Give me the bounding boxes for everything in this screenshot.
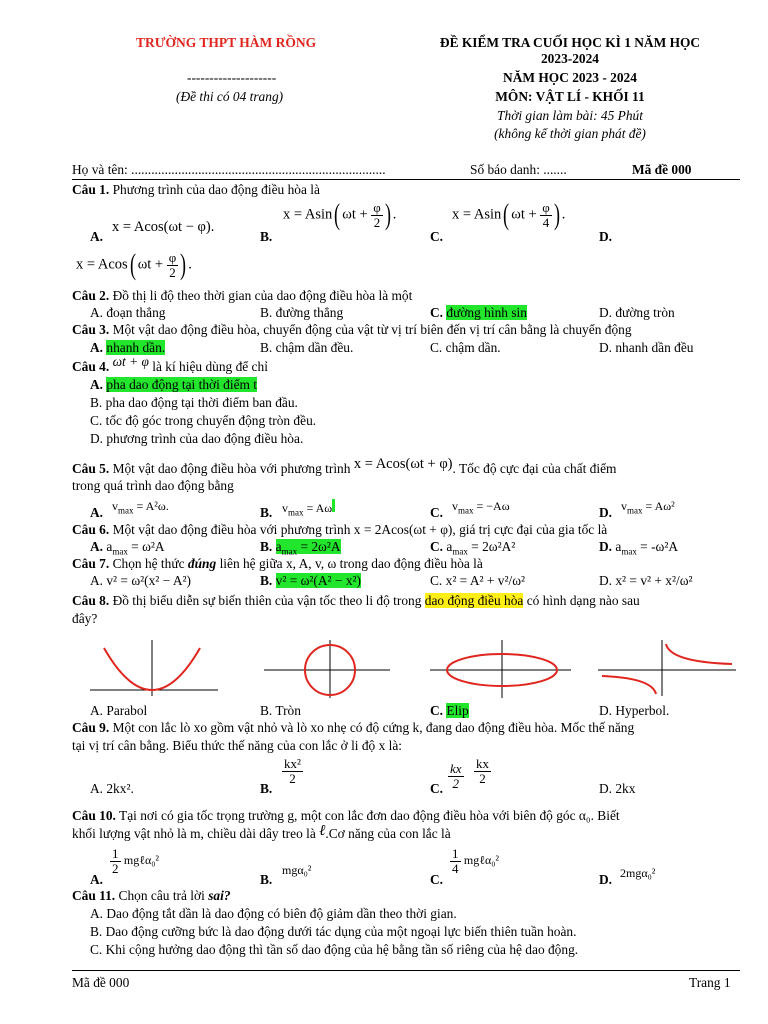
q5-option-c-expr: $v_{max} = -A\omega$ [452, 499, 510, 516]
question-4: Câu 4. ωt + φ là kí hiệu dùng để chỉ [72, 354, 268, 374]
q1-option-d-expr: x = Acos( ωt + $\frac{\varphi}{2}$ ) . [76, 248, 192, 281]
q3-option-d: D. nhanh dần đều [599, 340, 694, 355]
question-5-line2: trong quá trình dao động bằng [72, 478, 234, 493]
school-name: TRƯỜNG THPT HÀM RỒNG [136, 35, 317, 50]
q1-option-c-letter: C. [430, 229, 444, 244]
school-year: NĂM HỌC 2023 - 2024 [503, 70, 637, 85]
q10-option-b-letter: B. [260, 872, 273, 887]
question-6: Câu 6. Một vật dao động điều hòa với phương trình x = 2Acos(ωt + φ), giá trị cực đại của gia tốc là [72, 522, 608, 537]
q5-option-c-letter: C. [430, 505, 444, 520]
q4-option-d: D. phương trình của dao động điều hòa. [90, 431, 304, 446]
parabola-graph [88, 638, 220, 698]
q10-option-d-letter: D. [599, 872, 613, 887]
q2-option-a: A. đoạn thẳng [90, 305, 166, 320]
circle-graph [262, 638, 392, 698]
q5-option-d-expr: $v_{max} = A\omega^2$ [621, 499, 675, 516]
question-7: Câu 7. Chọn hệ thức đúng liên hệ giữa x, A, v, ω trong dao động điều hòa là [72, 556, 483, 571]
question-10: Câu 10. Tại nơi có gia tốc trọng trường g, một con lắc đơn dao động điều hòa với biên độ góc α₀. Biết [72, 808, 620, 823]
exam-code: Mã đề 000 [632, 162, 692, 177]
exam-title-line2: 2023-2024 [540, 51, 600, 66]
header-divider [72, 179, 740, 180]
q10-option-c-expr: $\frac{1}{4}$ mgℓα₀² [452, 846, 500, 876]
q2-option-c: C. đường hình sin [430, 305, 527, 320]
q1-option-d-letter: D. [599, 229, 613, 244]
question-8-line2: đây? [72, 611, 98, 626]
question-8: Câu 8. Đồ thị biểu diễn sự biến thiên của vận tốc theo li độ trong dao động điều hòa có hình dạng nào sau [72, 593, 640, 608]
question-9: Câu 9. Một con lắc lò xo gồm vật nhỏ và lò xo nhẹ có độ cứng k, đang dao động điều hòa. Mốc thế năng [72, 720, 635, 735]
question-10-line2: khối lượng vật nhỏ là m, chiều dài dây treo là ℓ.Cơ năng của con lắc là [72, 823, 451, 841]
q4-option-c: C. tốc độ góc trong chuyển động tròn đều. [90, 413, 317, 428]
q8-option-c: C. Elip [430, 703, 469, 718]
q5-option-a-expr: $v_{max} = A^2\omega$. [112, 499, 169, 516]
q10-option-a-expr: $\frac{1}{2}$ mgℓα₀² [112, 846, 160, 876]
question-11: Câu 11. Chọn câu trả lời sai? [72, 888, 231, 903]
q7-option-b: B. v² = ω²(A² − x²) [260, 573, 361, 588]
q6-option-b: B. $a_{max} = 2\omega^2A$ [260, 539, 341, 557]
q9-option-c-expr-italic: $\frac{kx}{2}$ [450, 761, 462, 791]
q9-option-a: A. 2kx². [90, 781, 134, 796]
q9-option-c-letter: C. [430, 781, 444, 796]
q1-option-b-letter: B. [260, 229, 273, 244]
q3-option-c: C. chậm dần. [430, 340, 501, 355]
q6-option-d: D. $a_{max} = -\omega^2A$ [599, 539, 679, 557]
q1-option-b-expr: x = Asin( ωt + $\frac{\varphi}{2}$ ) . [283, 198, 397, 231]
q1-option-a-expr: x = Acos(ωt − φ). [112, 219, 215, 235]
pages-note: (Đề thi có 04 trang) [176, 89, 284, 104]
subject: MÔN: VẬT LÍ - KHỐI 11 [495, 89, 645, 104]
q9-option-c-expr: $\frac{kx}{2}$ [476, 756, 489, 786]
q1-option-c-expr: x = Asin( ωt + $\frac{\varphi}{4}$ ) . [452, 198, 566, 231]
q10-option-b-expr: mgα₀² [282, 863, 312, 877]
q11-option-c: C. Khi cộng hưởng dao động thì tần số dao động của hệ bằng tần số riêng của hệ dao động. [90, 942, 579, 957]
footer-page-number: Trang 1 [689, 975, 731, 990]
footer-divider [72, 970, 740, 971]
hyperbola-branch-right [666, 644, 732, 664]
q9-option-b-expr: $\frac{\text{kx²}}{2}$ [284, 756, 301, 786]
ellipse-graph [428, 638, 573, 698]
q5-option-b-letter: B. [260, 505, 273, 520]
q5-option-d-letter: D. [599, 505, 613, 520]
q6-option-c: C. $a_{max} = 2\omega^2A^2$ [430, 539, 516, 557]
q11-option-b: B. Dao động cưỡng bức là dao động dưới tác dụng của một ngoại lực biến thiên tuần hoàn. [90, 924, 577, 939]
q9-option-d: D. 2kx [599, 781, 636, 796]
footer-exam-code: Mã đề 000 [72, 975, 130, 990]
q5-option-b-expr: $v_{max} = A\omega$ [282, 499, 335, 517]
q9-option-b-letter: B. [260, 781, 273, 796]
q7-option-c: C. x² = A² + v²/ω² [430, 573, 526, 588]
separator-dashes: -------------------- [187, 70, 277, 85]
question-5: Câu 5. Một vật dao động điều hòa với phương trình x = Acos(ωt + φ). Tốc độ cực đại của chất điểm [72, 456, 617, 476]
q10-option-d-expr: 2mgα₀² [620, 866, 656, 880]
question-3: Câu 3. Một vật dao động điều hòa, chuyển động của vật từ vị trí biên đến vị trí cân bằng là chuyển động [72, 322, 632, 337]
q3-option-a: A. nhanh dần. [90, 340, 166, 355]
q2-option-d: D. đường tròn [599, 305, 675, 320]
q8-option-d: D. Hyperbol. [599, 703, 670, 718]
hyperbola-branch-left [602, 676, 656, 694]
q10-option-c-letter: C. [430, 872, 444, 887]
time-note: (không kể thời gian phát đề) [494, 126, 646, 141]
q4-option-a: A. pha dao động tại thời điểm t [90, 377, 258, 392]
question-1: Câu 1. Phương trình của dao động điều hòa là [72, 182, 320, 197]
q5-option-a-letter: A. [90, 505, 104, 520]
q11-option-a: A. Dao động tắt dần là dao động có biên độ giảm dần theo thời gian. [90, 906, 457, 921]
time-limit: Thời gian làm bài: 45 Phút [497, 108, 643, 123]
name-field-label: Họ và tên: ............................................................................ [72, 162, 386, 177]
q10-option-a-letter: A. [90, 872, 104, 887]
q7-option-d: D. x² = v² + x²/ω² [599, 573, 693, 588]
question-2: Câu 2. Đồ thị li độ theo thời gian của dao động điều hòa là một [72, 288, 413, 303]
q4-option-b: B. pha dao động tại thời điểm ban đầu. [90, 395, 298, 410]
id-field-label: Số báo danh: ....... [470, 162, 567, 177]
exam-title-line1: ĐỀ KIỂM TRA CUỐI HỌC KÌ 1 NĂM HỌC [439, 35, 701, 50]
q3-option-b: B. chậm dần đều. [260, 340, 354, 355]
q7-option-a: A. v² = ω²(x² − A²) [90, 573, 191, 588]
q2-option-b: B. đường thẳng [260, 305, 344, 320]
q6-option-a: A. $a_{max} = \omega^2A$ [90, 539, 165, 557]
question-9-line2: tại vị trí cân bằng. Biểu thức thế năng của con lắc ở li độ x là: [72, 738, 403, 753]
hyperbola-graph [596, 638, 738, 698]
q1-option-a-letter: A. [90, 229, 104, 244]
q8-option-b: B. Tròn [260, 703, 301, 718]
q8-option-a: A. Parabol [90, 703, 148, 718]
